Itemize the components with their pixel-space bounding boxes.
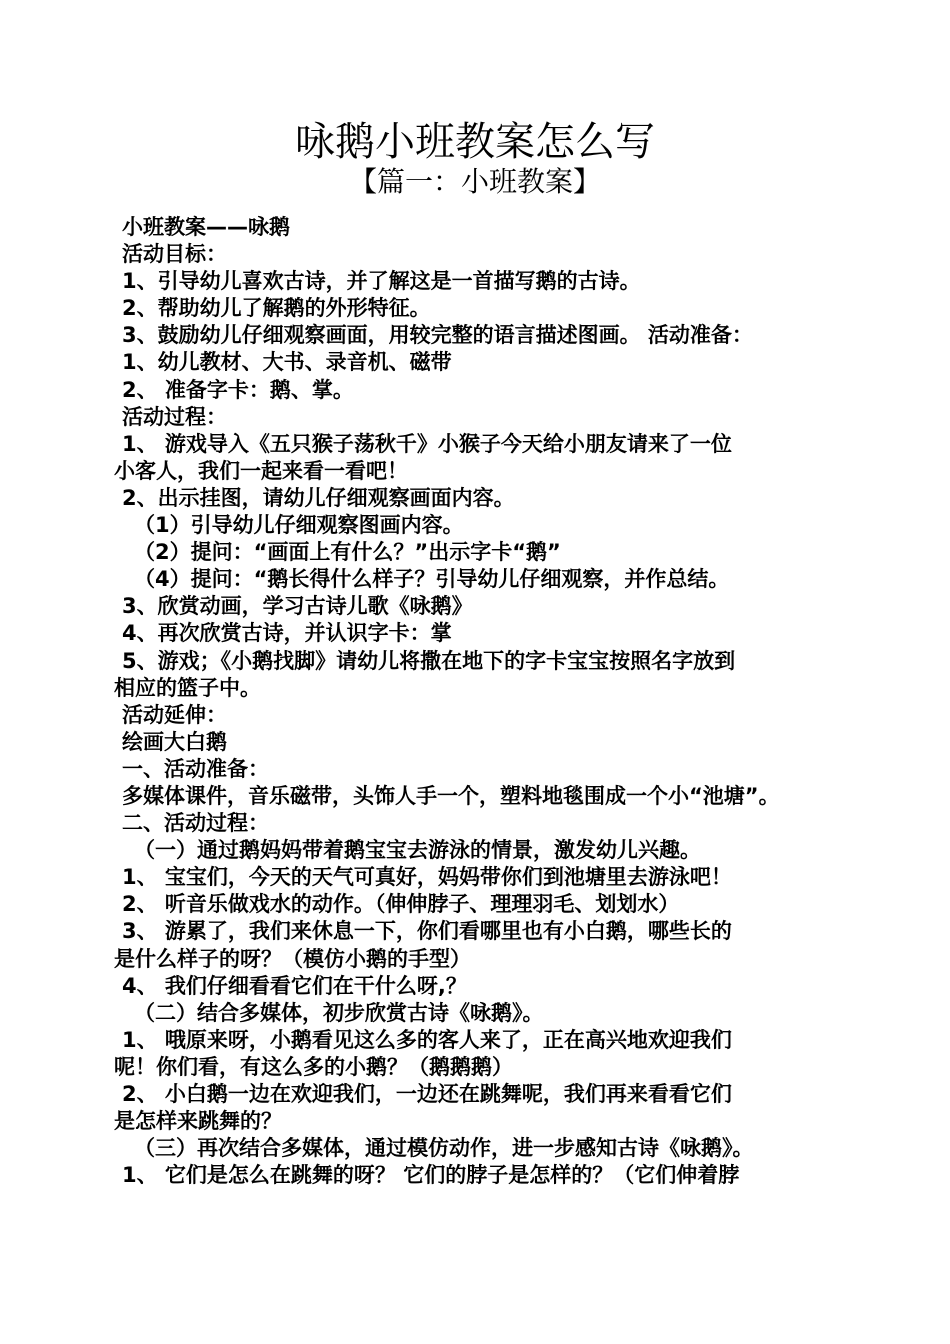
body-line: 呢！你们看，有这么多的小鹅？（鹅鹅鹅）: [114, 1054, 513, 1079]
body-line: 是什么样子的呀？（模仿小鹅的手型）: [114, 946, 471, 971]
body-line: 2、 准备字卡：鹅、掌。: [122, 377, 354, 402]
body-line: 是怎样来跳舞的？: [114, 1109, 282, 1134]
body-line: 小班教案——咏鹅: [122, 215, 290, 239]
document-subtitle: 【篇一：小班教案】: [348, 165, 601, 198]
body-line: 3、 游累了，我们来休息一下，你们看哪里也有小白鹅，哪些长的: [122, 919, 732, 944]
body-line: 绘画大白鹅: [122, 729, 227, 754]
document-title: 咏鹅小班教案怎么写: [295, 119, 655, 165]
body-line: （2）提问：“画面上有什么？”出示字卡“鹅”: [134, 540, 561, 565]
body-line: 5、游戏；《小鹅找脚》请幼儿将撒在地下的字卡宝宝按照名字放到: [122, 648, 736, 673]
body-line: 小客人，我们一起来看一看吧！: [114, 458, 408, 483]
body-line: 4、再次欣赏古诗，并认识字卡：掌: [122, 621, 452, 646]
body-line: 相应的篮子中。: [114, 675, 261, 700]
body-line: 1、 哦原来呀，小鹅看见这么多的客人来了，正在高兴地欢迎我们: [122, 1027, 732, 1052]
body-line: 一、活动准备：: [122, 756, 269, 781]
body-line: （1）引导幼儿仔细观察图画内容。: [134, 513, 464, 538]
body-line: 4、 我们仔细看看它们在干什么呀,？: [122, 973, 467, 998]
body-line: （一）通过鹅妈妈带着鹅宝宝去游泳的情景，激发幼儿兴趣。: [134, 838, 701, 863]
body-line: （三）再次结合多媒体，通过模仿动作，进一步感知古诗《咏鹅》。: [134, 1136, 754, 1161]
body-line: 二、活动过程：: [122, 811, 269, 836]
body-line: 3、鼓励幼儿仔细观察画面，用较完整的语言描述图画。 活动准备：: [122, 323, 753, 348]
body-line: 2、帮助幼儿了解鹅的外形特征。: [122, 296, 431, 321]
body-line: 1、引导幼儿喜欢古诗，并了解这是一首描写鹅的古诗。: [122, 269, 641, 294]
body-line: 1、 游戏导入《五只猴子荡秋千》小猴子今天给小朋友请来了一位: [122, 431, 732, 456]
body-line: 2、 听音乐做戏水的动作。（伸伸脖子、理理羽毛、划划水）: [122, 892, 680, 917]
body-line: 1、 它们是怎么在跳舞的呀？ 它们的脖子是怎样的？（它们伸着脖: [122, 1163, 740, 1188]
body-line: 活动延伸：: [122, 702, 227, 727]
body-line: 活动过程：: [122, 404, 227, 429]
body-line: 多媒体课件，音乐磁带，头饰人手一个，塑料地毯围成一个小“池塘”。: [122, 783, 780, 808]
body-line: 2、 小白鹅一边在欢迎我们，一边还在跳舞呢，我们再来看看它们: [122, 1082, 732, 1106]
body-line: （4）提问：“鹅长得什么样子？引导幼儿仔细观察，并作总结。: [134, 567, 730, 592]
body-line: （二）结合多媒体，初步欣赏古诗《咏鹅》。: [134, 1000, 544, 1025]
body-line: 活动目标：: [122, 242, 227, 267]
body-line: 1、幼儿教材、大书、录音机、磁带: [122, 350, 452, 375]
body-line: 3、欣赏动画，学习古诗儿歌《咏鹅》: [122, 594, 473, 619]
body-line: 2、出示挂图，请幼儿仔细观察画面内容。: [122, 485, 515, 510]
document-body: [114, 214, 874, 1189]
body-line: 1、 宝宝们，今天的天气可真好，妈妈带你们到池塘里去游泳吧！: [122, 865, 732, 890]
